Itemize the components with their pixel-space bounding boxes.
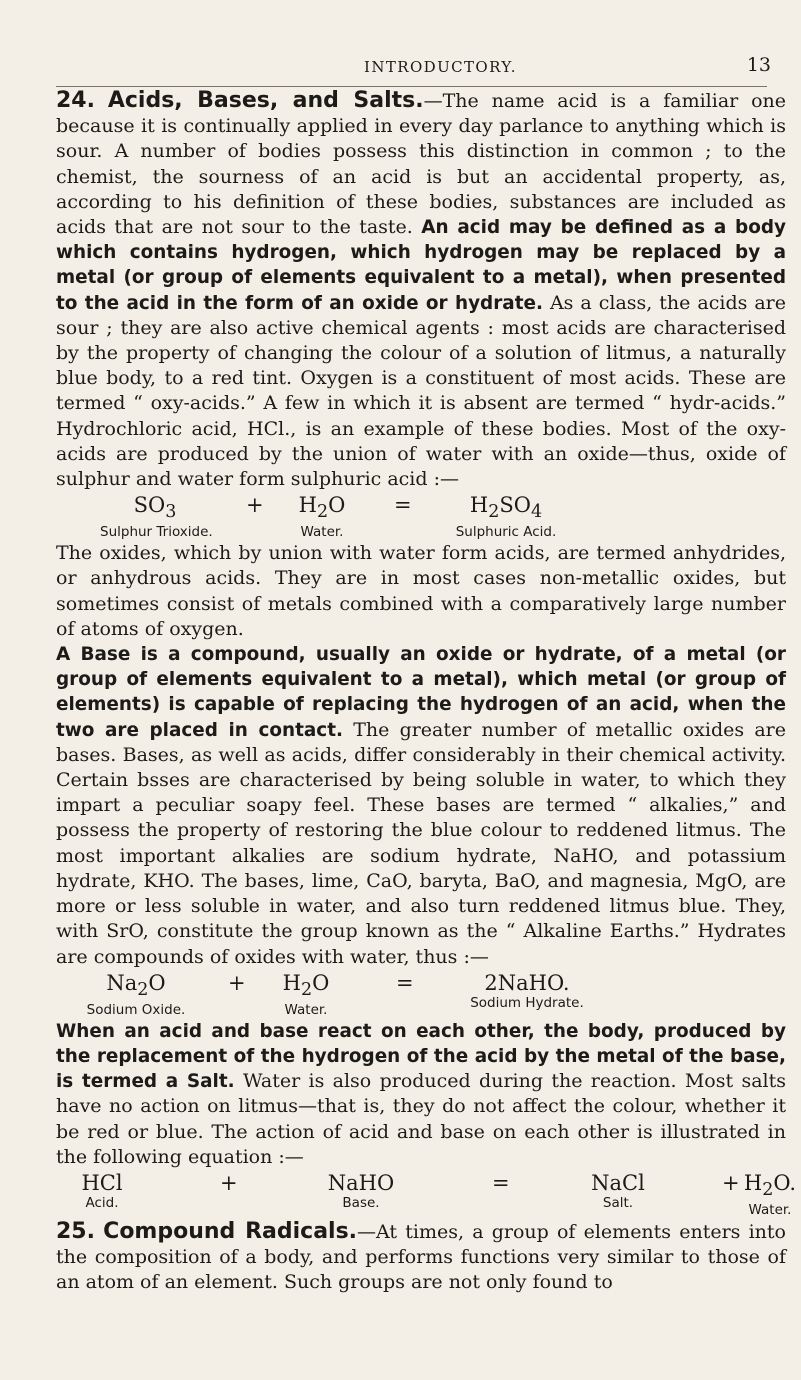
running-head: INTRODUCTORY. xyxy=(364,58,517,76)
header-rule xyxy=(56,86,767,87)
equals-sign: = xyxy=(396,970,414,995)
equation-label: Sulphur Trioxide. xyxy=(100,524,213,541)
equation-term: NaHO Base. xyxy=(306,1171,416,1211)
section-number: 25. xyxy=(56,1218,95,1244)
equals-sign: = xyxy=(492,1170,510,1195)
base-definition: A Base is a compound, usually an oxide or hydrate, of a metal (or group of elements equivalent to a metal), which metal (or group of elements) is capable of replacing the hydrogen of an acid, when the two are placed in contact. xyxy=(56,644,786,741)
equation-label: Acid. xyxy=(85,1194,119,1211)
equation-label: Salt. xyxy=(602,1194,634,1211)
equation-term: 2NaHO. Sodium Hydrate. xyxy=(452,971,602,1011)
paragraph-text: The greater number of metallic oxides are bases. Bases, as well as acids, differ considerably in their chemical activity. Certain bsses are characterised by being soluble in water, to which they impart a peculiar soapy feel. These bases are termed “ alkalies,” and possess the property of restoring the blue colour to reddened litmus. The most important alkalies are sodium hydrate, NaHO, and potassium hydrate, KHO. The bases, lime, CaO, baryta, BaO, and magnesia, MgO, are more or less soluble in water, and also turn reddened litmus blue. They, with SrO, constitute the group known as the “ Alkaline Earths.” Hydrates are compounds of oxides with water, thus :— xyxy=(56,718,786,968)
equation-term: $H_2SO_4$ Sulphuric Acid. xyxy=(436,493,576,540)
paragraph-text: As a class, the acids are sour ; they are also active chemical agents : most acids are characterised by the property of changing the colour of a solution of litmus, a naturally blue body, to a red tint. Oxygen is a constituent of most acids. These are termed “ oxy-acids.” A few in which it is absent are termed “ hydr-acids.” Hydrochloric acid, HCl., is an example of these bodies. Most of the oxy-acids are produced by the union of water with an oxide—thus, oxide of sulphur and water form sulphuric acid :— xyxy=(56,291,787,491)
equation-label: Sodium Oxide. xyxy=(86,1001,186,1018)
paragraph-text: —At times, a group of elements enters into the composition of a body, and performs functions very similar to those of an atom of an element. Such groups are not only found to xyxy=(56,1220,786,1294)
equation-term: $Na_2O$ Sodium Oxide. xyxy=(76,971,196,1018)
salt-definition: When an acid and base react on each other, the body, produced by the replacement of the hydrogen of the acid by the metal of the base, is termed a Salt. xyxy=(56,1020,786,1093)
acid-definition: An acid may be defined as a body which contains hydrogen, which hydrogen may be replaced by a metal (or group of elements equivalent to a metal), when presented to the acid in the form of an oxide or hydrate. xyxy=(56,217,786,314)
equation-salt-formation xyxy=(56,1170,797,1219)
equals-sign: = xyxy=(394,493,412,518)
section-number: 24. xyxy=(56,88,95,113)
equation-term: $H_2O$. Water. xyxy=(740,1171,800,1218)
paragraph-bases xyxy=(56,642,786,970)
equation-sodium-hydrate xyxy=(56,971,786,1017)
section-heading: Acids, Bases, and Salts. xyxy=(107,88,424,113)
equation-term: HCl Acid. xyxy=(62,1171,142,1211)
paragraph-compound-radicals xyxy=(56,1219,786,1296)
equation-label: Base. xyxy=(342,1194,380,1211)
body-text xyxy=(56,88,797,1296)
equation-term: $H_2O$ Water. xyxy=(256,971,356,1018)
equation-term: $H_2O$ Water. xyxy=(272,493,372,540)
paragraph-text: —The name acid is a familiar one because it is continually applied in every day parlance to anything which is sour. A number of bodies possess this distinction in common ; to the chemist, the sourness of an acid is but an accidental property, as, according to his definition of these bodies, substances are included as acids that are not sour to the taste. xyxy=(56,90,786,239)
plus-sign: + xyxy=(246,493,264,518)
page-number: 13 xyxy=(746,54,771,76)
plus-sign: + xyxy=(220,1170,238,1195)
section-heading: Compound Radicals. xyxy=(103,1218,358,1244)
plus-sign: + xyxy=(722,1170,740,1195)
equation-term: $SO_3$ Sulphur Trioxide. xyxy=(100,493,213,541)
paragraph-text: Water is also produced during the reaction. Most salts have no action on litmus—that is, they do not affect the colour, whether it be red or blue. The action of acid and base on each other is illustrated in the following equation :— xyxy=(56,1070,787,1168)
equation-label: Sodium Hydrate. xyxy=(470,994,584,1011)
equation-label: Sulphuric Acid. xyxy=(455,524,557,541)
plus-sign: + xyxy=(228,970,246,995)
equation-term: NaCl Salt. xyxy=(568,1171,668,1211)
paragraph-salts xyxy=(56,1019,786,1170)
paragraph-acids xyxy=(56,88,786,492)
equation-label: Water. xyxy=(300,524,344,541)
equation-label: Water. xyxy=(284,1001,328,1018)
equation-label: Water. xyxy=(748,1202,792,1219)
equation-sulphuric-acid xyxy=(56,493,786,539)
paragraph-anhydrides: The oxides, which by union with water form acids, are termed anhydrides, or anhydrous acids. They are in most cases non-metallic oxides, but sometimes consist of metals combined with a comparatively large number of atoms of oxygen. xyxy=(56,542,786,640)
